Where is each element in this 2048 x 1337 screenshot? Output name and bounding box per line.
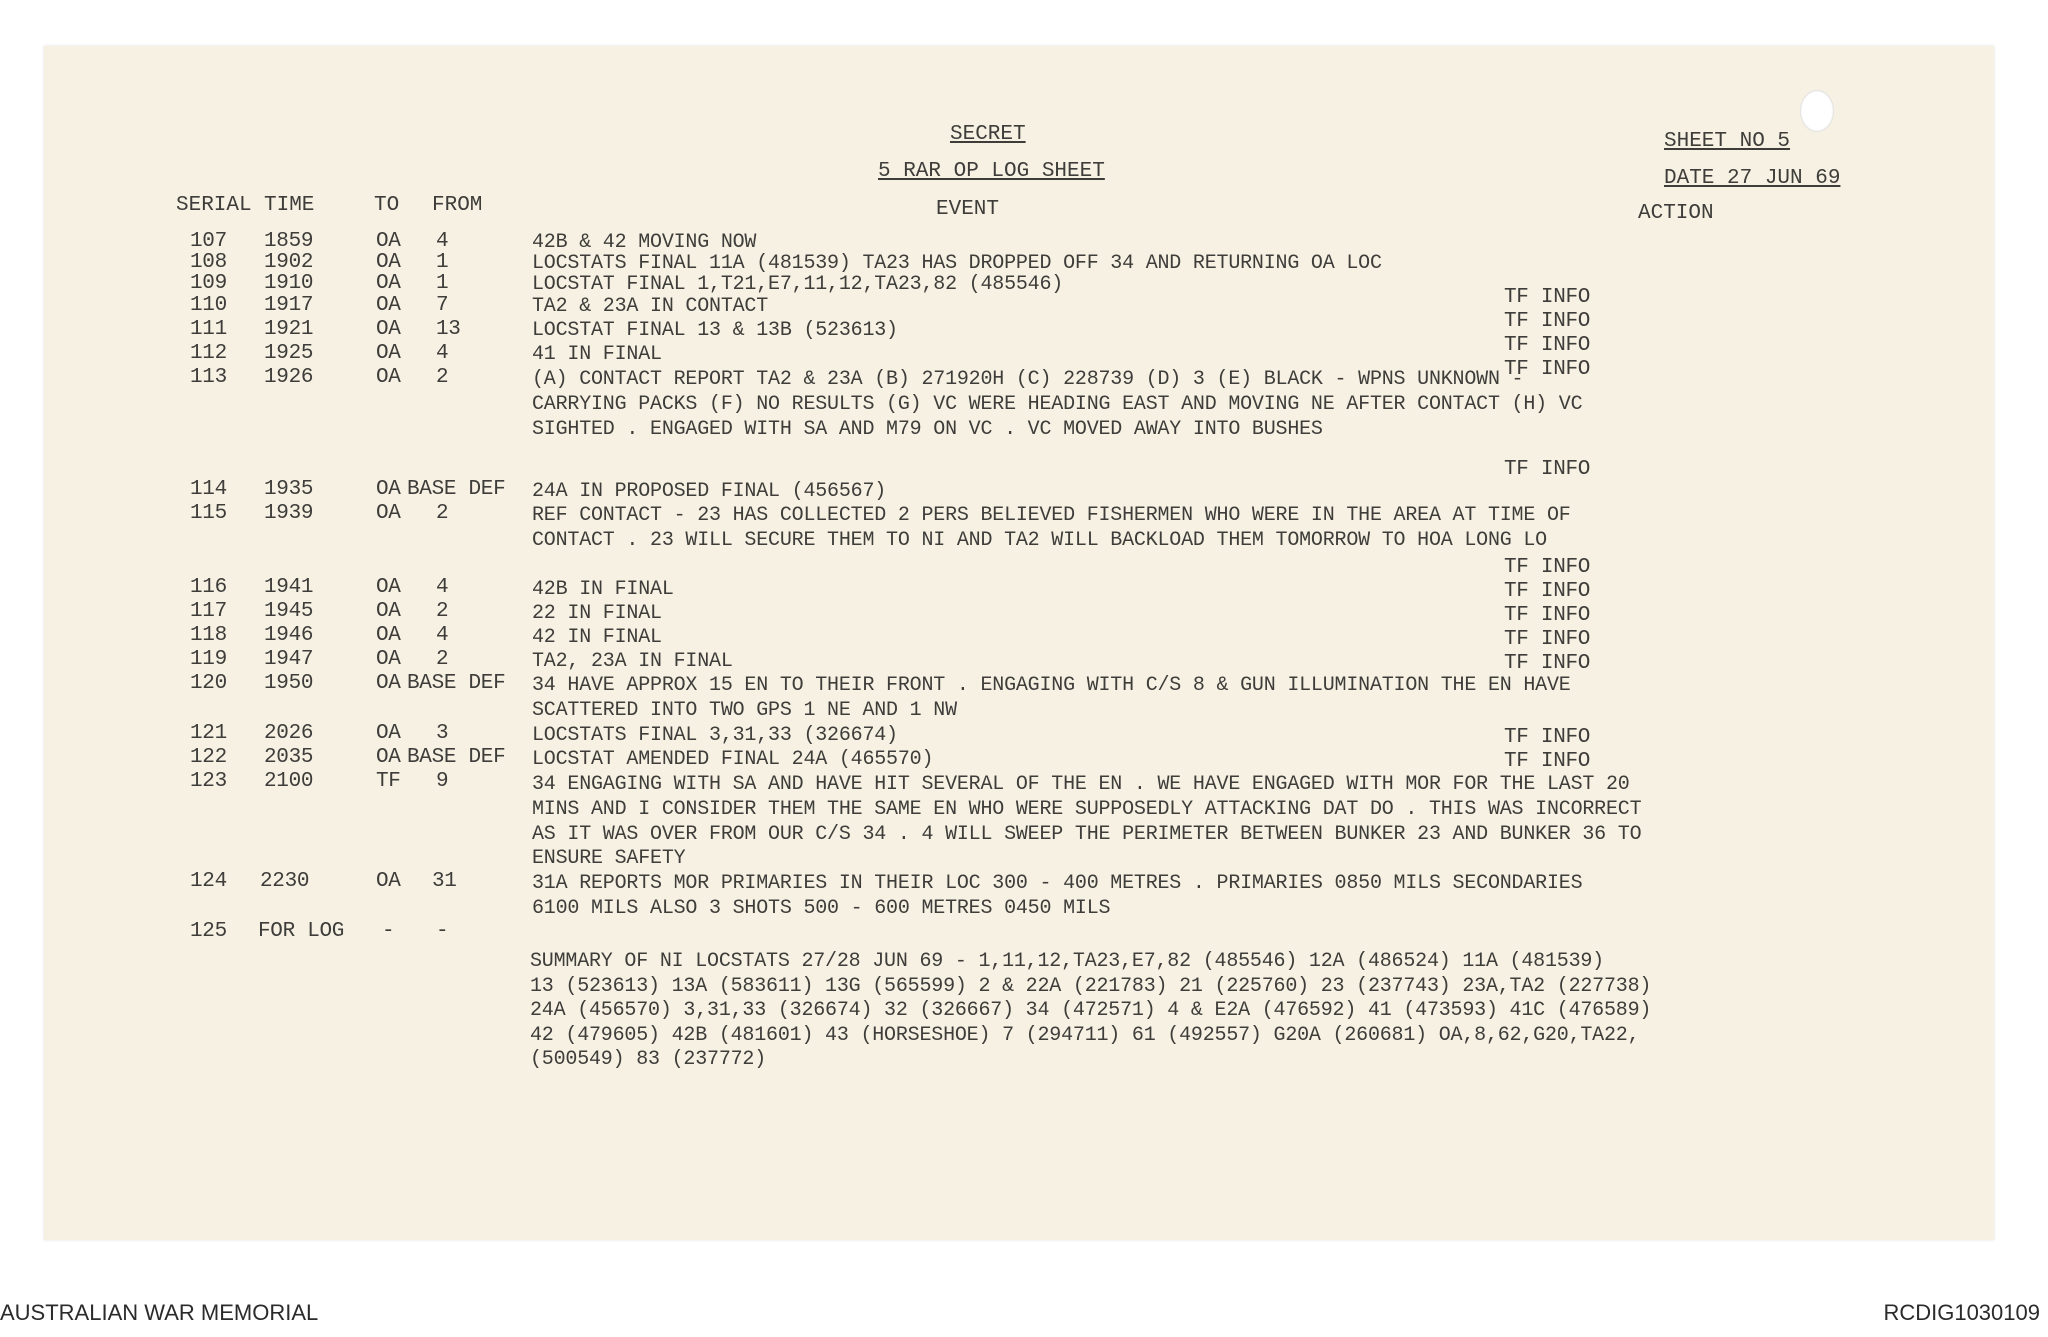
row-from: BASE DEF [407, 746, 506, 769]
row-to: OA [376, 648, 401, 671]
row-time: 1921 [264, 318, 314, 341]
row-to: OA [376, 251, 401, 274]
row-from: 1 [436, 251, 449, 274]
row-to: OA [376, 294, 401, 317]
row-action: TF INFO [1504, 358, 1591, 381]
column-header-time: TIME [264, 194, 315, 217]
row-to: OA [376, 746, 401, 769]
row-serial: 124 [190, 870, 227, 893]
row-time: 1935 [264, 478, 314, 501]
sheet-date: DATE 27 JUN 69 [1664, 167, 1841, 190]
row-event: 22 IN FINAL [532, 602, 662, 625]
row-from: 2 [436, 600, 449, 623]
row-serial: 117 [190, 600, 227, 623]
row-from: 4 [436, 342, 449, 365]
row-serial: 121 [190, 722, 227, 745]
row-time: 1941 [264, 576, 314, 599]
row-from: 7 [436, 294, 449, 317]
row-event: LOCSTATS FINAL 3,31,33 (326674) [532, 724, 898, 747]
row-time: 1917 [264, 294, 314, 317]
row-serial: 119 [190, 648, 227, 671]
row-to: OA [376, 478, 401, 501]
row-from: 4 [436, 576, 449, 599]
column-header-action: ACTION [1638, 202, 1714, 225]
row-from: 4 [436, 624, 449, 647]
row-event: (A) CONTACT REPORT TA2 & 23A (B) 271920H (C) 228739 (D) 3 (E) BLACK - WPNS UNKNOWN - CARRYING PACKS (F) NO RESULTS (G) VC WERE HEADING EAST AND MOVING NE AFTER CONTACT (H) VC SIGHTED . ENGAGED WITH SA AND M79 ON VC . VC MOVED AWAY INTO BUSHES [532, 368, 1583, 441]
row-event: REF CONTACT - 23 HAS COLLECTED 2 PERS BELIEVED FISHERMEN WHO WERE IN THE AREA AT TIME OF CONTACT . 23 WILL SECURE THEM TO NI AND TA2 WILL BACKLOAD THEM TOMORROW TO HOA LONG LO [532, 504, 1571, 552]
row-action: TF INFO [1504, 310, 1591, 333]
row-to: OA [376, 722, 401, 745]
row-to: OA [376, 366, 401, 389]
row-time: 2230 [260, 870, 310, 893]
archive-reference: RCDIG1030109 [1883, 1300, 2040, 1325]
row-from: 9 [436, 770, 449, 793]
row-time: 2035 [264, 746, 314, 769]
row-time: 1950 [264, 672, 314, 695]
log-sheet-paper [44, 46, 1994, 1240]
row-time: 1859 [264, 230, 314, 253]
row-event: 42B IN FINAL [532, 578, 674, 601]
row-action: TF INFO [1504, 726, 1591, 749]
column-header-from: FROM [432, 194, 483, 217]
row-from: 2 [436, 502, 449, 525]
row-action: TF INFO [1504, 750, 1591, 773]
row-from: 2 [436, 648, 449, 671]
row-to: TF [376, 770, 401, 793]
row-from: BASE DEF [407, 478, 506, 501]
row-time: 2100 [264, 770, 314, 793]
row-serial: 122 [190, 746, 227, 769]
row-action: TF INFO [1504, 580, 1591, 603]
row-from: - [436, 920, 449, 943]
row-action: TF INFO [1504, 334, 1591, 357]
row-from: 4 [436, 230, 449, 253]
row-serial: 118 [190, 624, 227, 647]
row-action: TF INFO [1504, 286, 1591, 309]
row-time: 1947 [264, 648, 314, 671]
row-to: OA [376, 624, 401, 647]
row-serial: 123 [190, 770, 227, 793]
row-from: 31 [432, 870, 457, 893]
row-serial: 116 [190, 576, 227, 599]
sheet-number: SHEET NO 5 [1664, 130, 1791, 153]
row-action: TF INFO [1504, 458, 1591, 481]
row-event: 24A IN PROPOSED FINAL (456567) [532, 480, 887, 503]
row-to: OA [376, 600, 401, 623]
row-time: 1910 [264, 272, 314, 295]
row-event: LOCSTAT AMENDED FINAL 24A (465570) [532, 748, 934, 771]
archive-credit: AUSTRALIAN WAR MEMORIAL [0, 1300, 319, 1325]
row-serial: 115 [190, 502, 227, 525]
row-event: LOCSTAT FINAL 1,T21,E7,11,12,TA23,82 (485546) [532, 273, 1064, 296]
row-to: OA [376, 502, 401, 525]
row-serial: 120 [190, 672, 227, 695]
row-event: TA2, 23A IN FINAL [532, 650, 733, 673]
punch-hole [1800, 90, 1834, 132]
row-event: 34 HAVE APPROX 15 EN TO THEIR FRONT . ENGAGING WITH C/S 8 & GUN ILLUMINATION THE EN HAVE SCATTERED INTO TWO GPS 1 NE AND 1 NW [532, 674, 1571, 722]
row-time: 1939 [264, 502, 314, 525]
row-serial: 110 [190, 294, 227, 317]
row-serial: 107 [190, 230, 227, 253]
row-time: 1925 [264, 342, 314, 365]
row-to: - [382, 920, 395, 943]
column-header-to: TO [374, 194, 400, 217]
row-to: OA [376, 342, 401, 365]
row-serial: 113 [190, 366, 227, 389]
row-action: TF INFO [1504, 604, 1591, 627]
row-from: 2 [436, 366, 449, 389]
row-from: 13 [436, 318, 461, 341]
row-event: 42 IN FINAL [532, 626, 662, 649]
row-serial: 114 [190, 478, 227, 501]
classification-label: SECRET [950, 123, 1026, 146]
row-to: OA [376, 576, 401, 599]
row-event: 34 ENGAGING WITH SA AND HAVE HIT SEVERAL OF THE EN . WE HAVE ENGAGED WITH MOR FOR THE LAST 20 MINS AND I CONSIDER THEM THE SAME EN WHO WERE SUPPOSEDLY ATTACKING DAT DO . THIS WAS INCORRECT AS IT WAS OVER FROM OUR C/S 34 . 4 WILL SWEEP THE PERIMETER BETWEEN BUNKER 23 AND BUNKER 36 TO ENSURE SAFETY [532, 773, 1642, 871]
row-serial: 125 [190, 920, 227, 943]
row-from: 1 [436, 272, 449, 295]
row-from: BASE DEF [407, 672, 506, 695]
row-serial: 112 [190, 342, 227, 365]
row-action: TF INFO [1504, 628, 1591, 651]
row-event: 42B & 42 MOVING NOW [532, 231, 757, 254]
row-serial: 111 [190, 318, 227, 341]
row-event: LOCSTATS FINAL 11A (481539) TA23 HAS DROPPED OFF 34 AND RETURNING OA LOC [532, 252, 1382, 275]
row-time: FOR LOG [258, 920, 345, 943]
row-to: OA [376, 870, 401, 893]
row-to: OA [376, 272, 401, 295]
sheet-title: 5 RAR OP LOG SHEET [878, 160, 1105, 183]
row-event: 31A REPORTS MOR PRIMARIES IN THEIR LOC 300 - 400 METRES . PRIMARIES 0850 MILS SECONDARIES 6100 MILS ALSO 3 SHOTS 500 - 600 METRES 0450 MILS [532, 872, 1583, 920]
row-to: OA [376, 672, 401, 695]
row-action: TF INFO [1504, 556, 1591, 579]
row-to: OA [376, 230, 401, 253]
row-time: 1946 [264, 624, 314, 647]
row-action: TF INFO [1504, 652, 1591, 675]
locstat-summary: SUMMARY OF NI LOCSTATS 27/28 JUN 69 - 1,11,12,TA23,E7,82 (485546) 12A (486524) 11A (481539) 13 (523613) 13A (583611) 13G (565599) 2 & 22A (221783) 21 (225760) 23 (237743) 23A,TA2 (227738) 24A (456570) 3,31,33 (326674) 32 (326667) 34 (472571) 4 & E2A (476592) 41 (473593) 41C (476589) 42 (479605) 42B (481601) 43 (HORSESHOE) 7 (294711) 61 (492557) G20A (260681) OA,8,62,G20,TA22, (500549) 83 (237772) [530, 950, 1652, 1071]
row-serial: 108 [190, 251, 227, 274]
column-header-event: EVENT [936, 198, 1000, 221]
row-from: 3 [436, 722, 449, 745]
row-event: LOCSTAT FINAL 13 & 13B (523613) [532, 319, 898, 342]
row-time: 1902 [264, 251, 314, 274]
row-to: OA [376, 318, 401, 341]
row-time: 2026 [264, 722, 314, 745]
row-event: TA2 & 23A IN CONTACT [532, 295, 769, 318]
row-time: 1945 [264, 600, 314, 623]
column-header-serial: SERIAL [176, 194, 252, 217]
row-serial: 109 [190, 272, 227, 295]
row-event: 41 IN FINAL [532, 343, 662, 366]
row-time: 1926 [264, 366, 314, 389]
